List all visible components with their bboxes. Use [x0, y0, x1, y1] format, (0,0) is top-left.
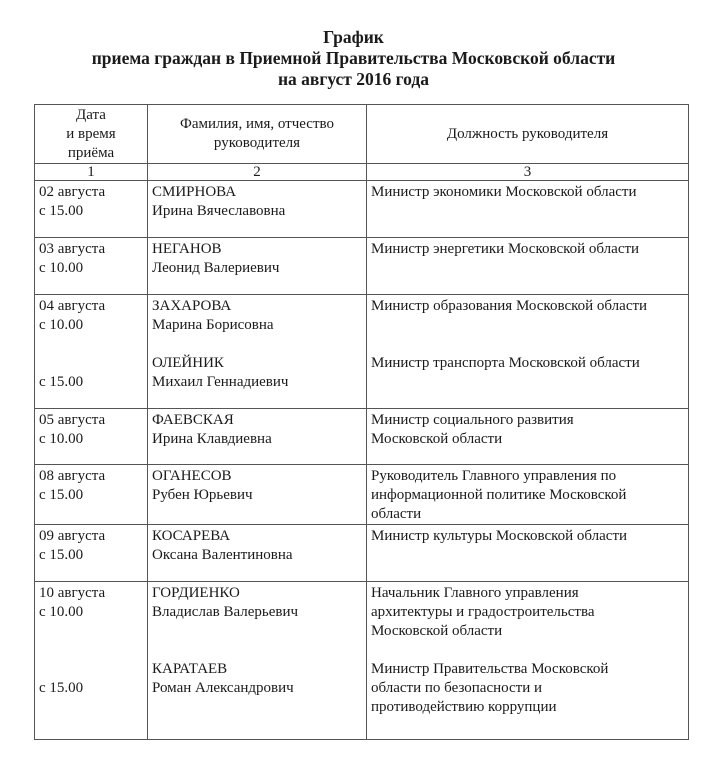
position-text: Московской области [371, 623, 503, 639]
full-name-cell [148, 409, 367, 465]
header-text: Дата [76, 106, 106, 123]
header-text: Фамилия, имя, отчество [180, 116, 334, 132]
position-text: Руководитель Главного управления по [371, 468, 617, 484]
full-name-cell [148, 582, 367, 740]
full-name-cell [148, 465, 367, 525]
date-time-cell [35, 582, 148, 740]
table-row [35, 295, 689, 409]
surname-text: КАРАТАЕВ [152, 661, 228, 677]
full-name-cell [148, 181, 367, 238]
time-text: с 15.00 [39, 374, 84, 390]
given-name-text: Оксана Валентиновна [152, 547, 293, 563]
position-cell [367, 582, 689, 740]
date-time-cell [35, 465, 148, 525]
schedule-table [34, 104, 689, 740]
full-name-cell [148, 295, 367, 409]
position-cell [367, 181, 689, 238]
date-text: 03 августа [39, 241, 106, 257]
position-text: Министр экономики Московской области [371, 184, 637, 200]
position-text: Московской области [371, 431, 503, 447]
position-text: Министр транспорта Московской области [371, 355, 640, 371]
date-time-cell [35, 238, 148, 295]
position-text: противодействию коррупции [371, 699, 557, 715]
full-name-cell [148, 238, 367, 295]
table-row [35, 525, 689, 582]
position-text: области по безопасности и [371, 680, 543, 696]
header-text: приёма [67, 144, 115, 161]
table-row [35, 181, 689, 238]
position-cell [367, 525, 689, 582]
time-text: с 10.00 [39, 317, 84, 333]
date-time-cell [35, 295, 148, 409]
column-index-row [35, 164, 689, 181]
table-row [35, 409, 689, 465]
column-index: 3 [367, 164, 689, 181]
surname-text: ФАЕВСКАЯ [152, 412, 234, 428]
header-position: Должность руководителя [367, 105, 689, 164]
date-text: 04 августа [39, 298, 106, 314]
surname-text: ГОРДИЕНКО [152, 585, 240, 601]
full-name-cell [148, 525, 367, 582]
date-time-cell [35, 409, 148, 465]
date-text: 02 августа [39, 184, 106, 200]
position-cell [367, 295, 689, 409]
surname-text: ОГАНЕСОВ [152, 468, 232, 484]
position-text: Министр социального развития [371, 412, 574, 428]
position-text: Министр Правительства Московской [371, 661, 609, 677]
given-name-text: Марина Борисовна [152, 317, 274, 333]
column-index: 2 [148, 164, 367, 181]
position-text: Начальник Главного управления [371, 585, 579, 601]
given-name-text: Леонид Валериевич [152, 260, 280, 276]
date-time-cell [35, 181, 148, 238]
surname-text: ЗАХАРОВА [152, 298, 232, 314]
given-name-text: Роман Александрович [152, 680, 294, 696]
surname-text: НЕГАНОВ [152, 241, 222, 257]
position-cell [367, 238, 689, 295]
given-name-text: Михаил Геннадиевич [152, 374, 289, 390]
position-text: области [371, 506, 422, 522]
title-line-1: График [323, 27, 384, 47]
given-name-text: Владислав Валерьевич [152, 604, 299, 620]
date-text: 10 августа [39, 585, 106, 601]
time-text: с 15.00 [39, 680, 84, 696]
position-text: Министр культуры Московской области [371, 528, 628, 544]
document-title [0, 27, 707, 90]
time-text: с 10.00 [39, 431, 84, 447]
surname-text: ОЛЕЙНИК [152, 355, 224, 371]
column-index: 1 [35, 164, 148, 181]
date-time-cell [35, 525, 148, 582]
position-cell [367, 409, 689, 465]
position-text: Министр энергетики Московской области [371, 241, 640, 257]
table-row [35, 465, 689, 525]
position-text: Министр образования Московской области [371, 298, 648, 314]
date-text: 05 августа [39, 412, 106, 428]
header-text: руководителя [213, 135, 301, 151]
surname-text: СМИРНОВА [152, 184, 237, 200]
position-text: архитектуры и градостроительства [371, 604, 595, 620]
header-full-name [148, 105, 367, 164]
time-text: с 10.00 [39, 604, 84, 620]
date-text: 08 августа [39, 468, 106, 484]
table-row [35, 582, 689, 740]
header-row [35, 105, 689, 164]
time-text: с 15.00 [39, 547, 84, 563]
title-line-2: приема граждан в Приемной Правительства Московской области [91, 48, 616, 68]
given-name-text: Рубен Юрьевич [152, 487, 253, 503]
position-text: информационной политике Московской [371, 487, 627, 503]
time-text: с 15.00 [39, 487, 84, 503]
surname-text: КОСАРЕВА [152, 528, 231, 544]
date-text: 09 августа [39, 528, 106, 544]
time-text: с 15.00 [39, 203, 84, 219]
given-name-text: Ирина Вячеславовна [152, 203, 286, 219]
title-line-3: на август 2016 года [277, 69, 430, 89]
position-cell [367, 465, 689, 525]
time-text: с 10.00 [39, 260, 84, 276]
given-name-text: Ирина Клавдиевна [152, 431, 272, 447]
header-text: и время [66, 125, 116, 142]
table-row [35, 238, 689, 295]
header-date-time [35, 105, 148, 164]
